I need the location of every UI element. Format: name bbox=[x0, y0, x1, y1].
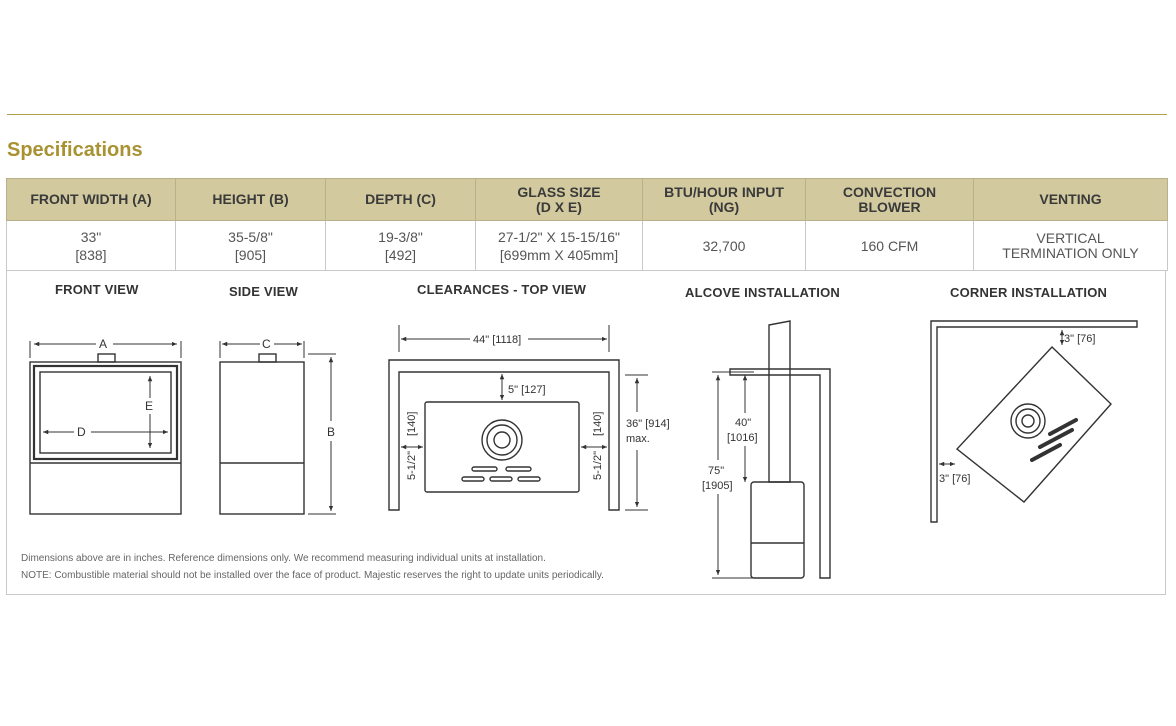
value-glass-size: 27-1/2" X 15-15/16" [699mm X 405mm] bbox=[476, 221, 643, 271]
label-front-clearance: 5" [127] bbox=[508, 384, 546, 396]
corner-drawing bbox=[931, 321, 1137, 522]
label-side-right-in: 5-1/2" bbox=[592, 451, 604, 480]
value-height: 35-5/8" [905] bbox=[176, 221, 326, 271]
label-alcove-75-mm: [1905] bbox=[702, 480, 733, 492]
label-depth-max: 36" [914] bbox=[626, 418, 670, 430]
clearances-drawing bbox=[389, 325, 648, 510]
value-front-width: 33" [838] bbox=[7, 221, 176, 271]
label-side-left-mm: [140] bbox=[406, 411, 418, 436]
header-glass-size: GLASS SIZE (D X E) bbox=[476, 179, 643, 221]
corner-title: CORNER INSTALLATION bbox=[950, 285, 1108, 300]
note-dimensions: Dimensions above are in inches. Reference dimensions only. We recommend measuring individual units at installation. bbox=[21, 553, 546, 564]
alcove-title: ALCOVE INSTALLATION bbox=[685, 285, 840, 300]
value-btu-input: 32,700 bbox=[643, 221, 806, 271]
value-depth: 19-3/8" [492] bbox=[326, 221, 476, 271]
alcove-drawing bbox=[712, 321, 830, 578]
side-view-title: SIDE VIEW bbox=[229, 284, 298, 299]
note-combustible: NOTE: Combustible material should not be installed over the face of product. Majestic reserves the right to update units periodically. bbox=[21, 570, 604, 581]
label-alcove-75-in: 75" bbox=[708, 465, 725, 477]
label-corner-top: 3" [76] bbox=[1064, 333, 1096, 345]
label-side-left-in: 5-1/2" bbox=[406, 451, 418, 480]
header-btu-input: BTU/HOUR INPUT (NG) bbox=[643, 179, 806, 221]
label-a: A bbox=[99, 337, 108, 351]
clearances-title: CLEARANCES - TOP VIEW bbox=[417, 282, 587, 297]
label-d: D bbox=[77, 425, 86, 439]
label-top-width: 44" [1118] bbox=[473, 334, 522, 346]
label-e: E bbox=[145, 399, 154, 413]
front-view-drawing bbox=[30, 341, 181, 514]
label-alcove-40-in: 40" bbox=[735, 417, 752, 429]
label-c: C bbox=[262, 337, 271, 351]
label-depth-max-note: max. bbox=[626, 433, 650, 445]
value-convection-blower: 160 CFM bbox=[806, 221, 974, 271]
label-b: B bbox=[327, 425, 336, 439]
header-height: HEIGHT (B) bbox=[176, 179, 326, 221]
value-venting: VERTICAL TERMINATION ONLY bbox=[974, 221, 1168, 271]
label-corner-side: 3" [76] bbox=[939, 473, 971, 485]
label-alcove-40-mm: [1016] bbox=[727, 432, 758, 444]
header-venting: VENTING bbox=[974, 179, 1168, 221]
front-view-title: FRONT VIEW bbox=[55, 282, 139, 297]
header-convection-blower: CONVECTION BLOWER bbox=[806, 179, 974, 221]
header-depth: DEPTH (C) bbox=[326, 179, 476, 221]
page-title: Specifications bbox=[7, 139, 143, 161]
label-side-right-mm: [140] bbox=[592, 411, 604, 436]
side-view-drawing bbox=[220, 341, 336, 514]
header-front-width: FRONT WIDTH (A) bbox=[7, 179, 176, 221]
